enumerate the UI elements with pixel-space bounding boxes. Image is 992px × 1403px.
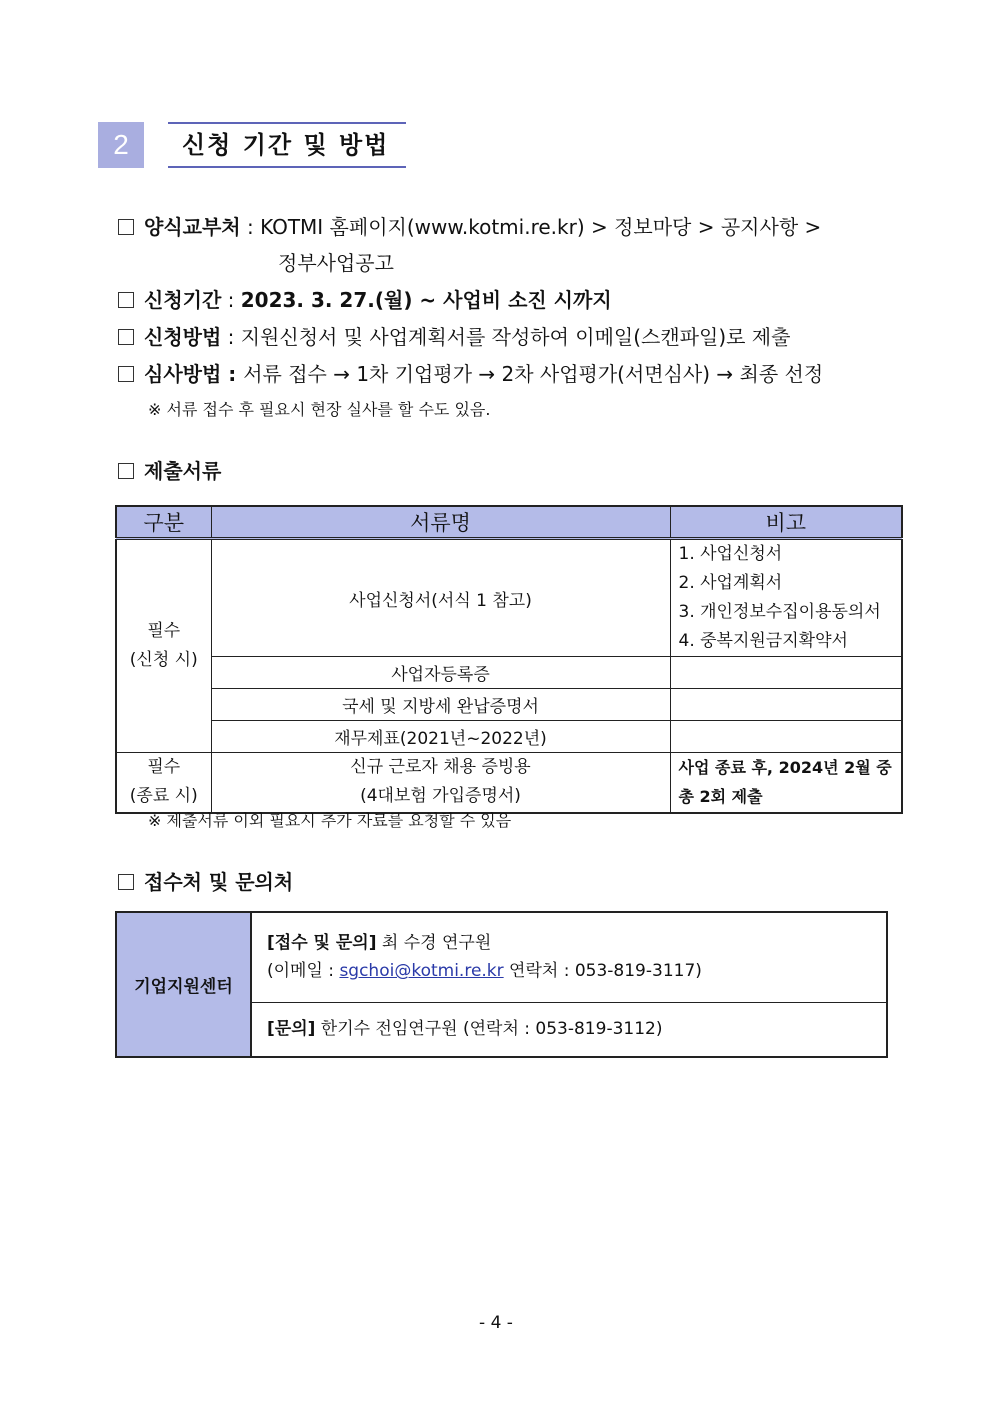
remarks-empty [670,689,902,721]
remarks-submission [670,753,902,813]
contact-name: 최 수경 연구원 [376,933,492,954]
contact-heading-text: 접수처 및 문의처 [144,870,294,894]
contact-tag: [접수 및 문의] [267,933,377,954]
remark-line: 사업 종료 후, 2024년 2월 중 [678,758,892,778]
docs-heading [118,457,221,485]
contact-phone: 연락처 : 053-819-3117) [503,961,702,982]
checkbox-icon [118,329,134,345]
category-sublabel: (신청 시) [129,650,198,670]
item-application-method [118,323,790,351]
docs-heading-text: 제출서류 [144,459,222,483]
category-label: 필수 [147,757,181,778]
col-header-remarks: 비고 [670,506,902,539]
contact-heading [118,868,293,896]
category-sublabel: (종료 시) [129,786,198,807]
email-prefix: (이메일 : [267,961,340,982]
documents-table [115,505,903,814]
contact-reception [251,912,887,1002]
item-form-source [118,213,821,241]
section-number: 2 [98,122,144,168]
category-label: 필수 [147,621,181,641]
doc-financial-statements: 재무제표(2021년~2022년) [211,721,670,753]
contact-table [115,911,888,1058]
col-header-doc-name: 서류명 [211,506,670,539]
remark-line: 총 2회 제출 [678,787,763,807]
remark-item: 1. 사업신청서 [678,544,783,564]
item-separator: : [221,288,241,312]
remarks-empty [670,657,902,689]
docs-note: ※ 제출서류 이외 필요시 추가 자료를 요청할 수 있음 [148,811,512,830]
checkbox-icon [118,219,134,235]
contact-inquiry-text: 한기수 전임연구원 (연락처 : 053-819-3112) [315,1019,663,1040]
remarks-empty [670,721,902,753]
item-separator: : [240,215,261,239]
remarks-list [670,539,902,657]
category-completion [116,753,211,813]
item-form-source-continued: 정부사업공고 [278,251,394,275]
item-text: 2023. 3. 27.(월) ~ 사업비 소진 시까지 [240,288,612,312]
contact-inquiry [251,1002,887,1057]
remark-item: 2. 사업계획서 [678,573,783,593]
col-header-category: 구분 [116,506,211,539]
item-text: KOTMI 홈페이지(www.kotmi.re.kr) > 정보마당 > 공지사항 > [260,215,822,239]
doc-name-line: 신규 근로자 채용 증빙용 [350,757,531,778]
email-link[interactable]: sgchoi@kotmi.re.kr [339,961,504,982]
item-review-method [118,360,823,388]
checkbox-icon [118,874,134,890]
doc-business-registration: 사업자등록증 [211,657,670,689]
item-label: 신청방법 [144,325,222,349]
remark-item: 3. 개인정보수집이용동의서 [678,602,881,622]
item-label: 심사방법 [144,362,222,386]
item-separator: : [221,325,241,349]
checkbox-icon [118,366,134,382]
item-label: 양식교부처 [144,215,241,239]
remark-item: 4. 중복지원금지확약서 [678,631,848,651]
page-number: - 4 - [479,1313,513,1333]
item-text: 서류 접수 → 1차 기업평가 → 2차 사업평가(서면심사) → 최종 선정 [243,362,824,386]
item-separator: : [221,362,244,386]
review-note: ※ 서류 접수 후 필요시 현장 실사를 할 수도 있음. [148,400,491,419]
doc-new-employee-proof [211,753,670,813]
checkbox-icon [118,292,134,308]
doc-business-application: 사업신청서(서식 1 참고) [211,539,670,657]
contact-tag: [문의] [267,1019,316,1040]
item-text: 지원신청서 및 사업계획서를 작성하여 이메일(스캔파일)로 제출 [240,325,791,349]
category-apply [116,539,211,753]
item-label: 신청기간 [144,288,222,312]
section-title: 신청 기간 및 방법 [168,122,406,168]
doc-tax-certificate: 국세 및 지방세 완납증명서 [211,689,670,721]
contact-org: 기업지원센터 [116,912,251,1057]
item-application-period [118,286,612,314]
doc-name-line: (4대보험 가입증명서) [360,786,521,807]
checkbox-icon [118,463,134,479]
